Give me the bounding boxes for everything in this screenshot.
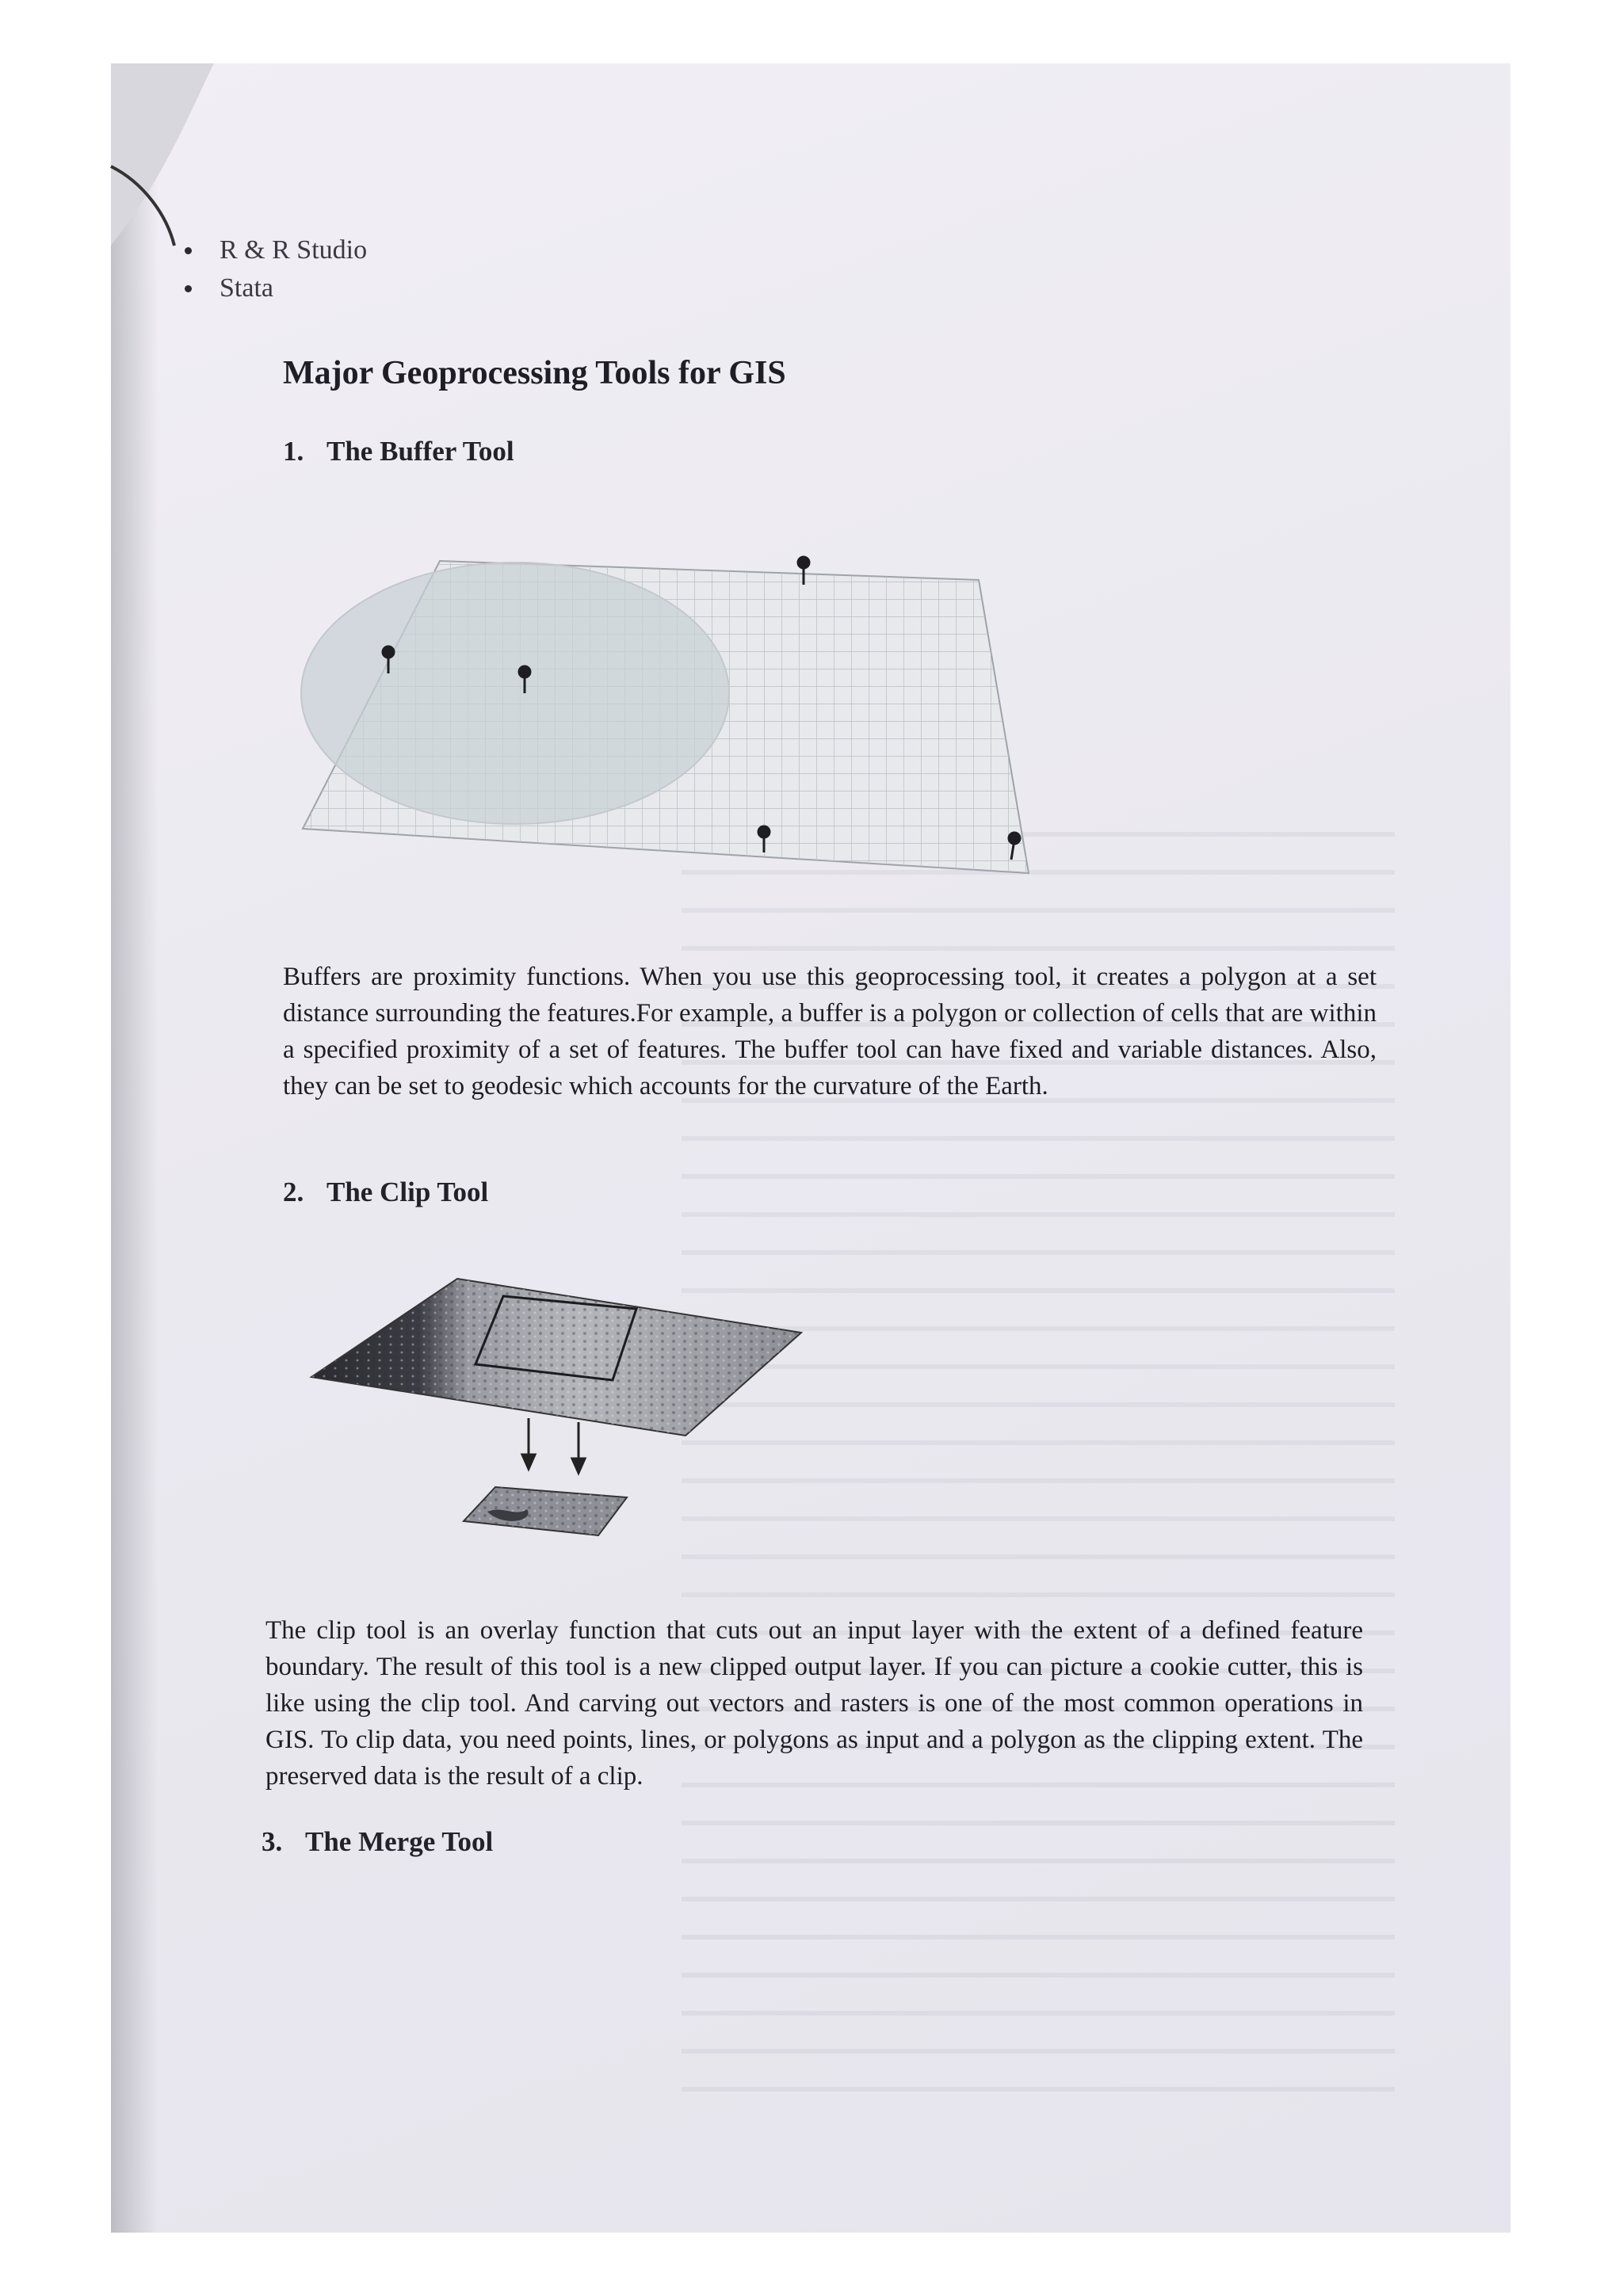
map-pin-icon [1009,833,1020,844]
page-edge-shadow [111,63,158,2233]
section-title: Major Geoprocessing Tools for GIS [283,355,786,391]
buffer-tool-description: Buffers are proximity functions. When you use this geoprocessing tool, it creates a polygon at a set distance surrounding the features.For example, a buffer is a polygon or collection of cells that are within a specified proximity of a set of features. The buffer tool can have fixed and variable distances. Also, they can be set to geodesic which accounts for the curvature of the Earth. [283,963,1377,1100]
arrow-down-icon [572,1459,585,1473]
tool-heading-buffer: 1. The Buffer Tool [283,436,514,467]
buffer-tool-illustration [293,547,1046,879]
clip-arrows [522,1418,585,1473]
arrow-down-icon [522,1455,535,1469]
clip-tool-illustration [305,1260,812,1561]
software-list [178,231,367,307]
map-pin-icon [383,646,394,658]
bullet-icon [185,247,192,254]
map-pin-icon [798,557,809,568]
buffer-zone [301,563,729,824]
bullet-icon [185,285,192,292]
list-item: Stata [178,269,367,307]
tool-heading-merge: 3. The Merge Tool [262,1826,494,1857]
tool-heading-clip: 2. The Clip Tool [283,1177,489,1207]
page-corner-curl [111,63,230,254]
clip-tool-description: The clip tool is an overlay function that cuts out an input layer with the extent of a defined feature boundary. The result of this tool is a new clipped output layer. If you can picture a cookie cutter, this is like using the clip tool. And carving out vectors and rasters is one of the most common operations in GIS. To clip data, you need points, lines, or polygons as input and a polygon as the clipping extent. The preserved data is the result of a clip. [265,1616,1363,1791]
map-pin-icon [519,666,530,677]
list-item: R & R Studio [178,231,367,269]
map-pin-icon [758,826,769,837]
